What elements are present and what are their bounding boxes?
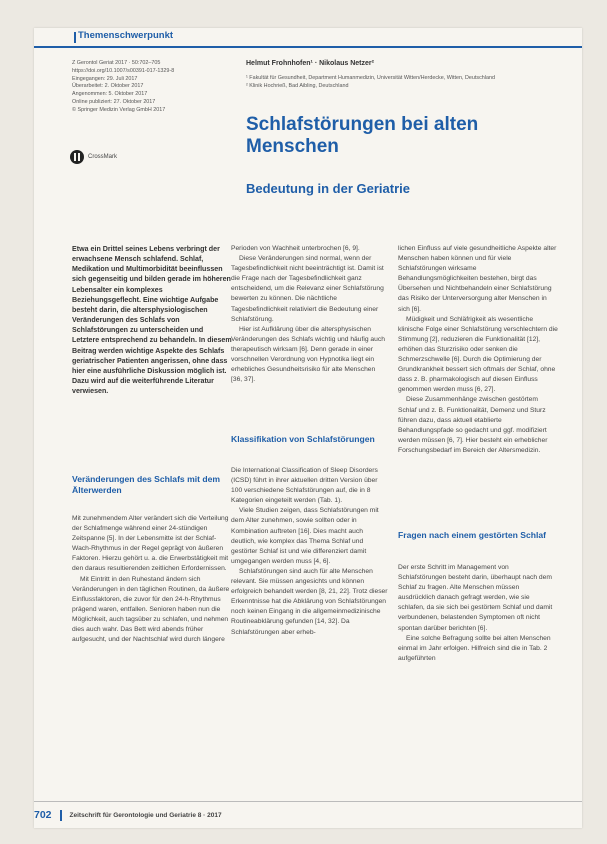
section-header-bar bbox=[34, 30, 582, 48]
paragraph: Viele Studien zeigen, dass Schlafstörungen mit dem Alter zunehmen, sowie sollten oder in Kombination auftreten [16]. Dies macht auch deutlich, wie komplex das Thema Schlaf und gestörter Schlaf ist und wie differenziert damit umgegangen werden muss [4, 6]. bbox=[231, 507, 379, 565]
footer-divider bbox=[34, 801, 582, 802]
section-heading-questions: Fragen nach einem gestörten Schlaf bbox=[398, 530, 547, 540]
body-column-2-bottom bbox=[231, 466, 388, 638]
paragraph: Diese Veränderungen sind normal, wenn der Tagesbefindlichkeit nicht beeinträchtigt ist. Damit ist die Frage nach der Tagesbefindlichkeit ganz entscheidend, um die Relevanz einer Schlafstörung bewerten zu können. Die nächtliche Tagesbefindlichkeit relativiert die Bedeutung einer Schlafstörung. bbox=[231, 255, 384, 323]
section-label: Themenschwerpunkt bbox=[78, 30, 174, 41]
page-number: 702 bbox=[34, 809, 52, 821]
article-abstract: Etwa ein Drittel seines Lebens verbringt der erwachsene Mensch schlafend. Schlaf, Medikation und Multimorbidität beeinflussen sich gegenseitig und bilden gerade im höheren Lebensalter ein komplexes Beziehungsgeflecht. Eine wichtige Aufgabe besteht darin, die altersphysiologischen Veränderungen des Schlafs von Schlafstörungen zu unterscheiden und Letztere entsprechend zu behandeln. In diesem Beitrag werden wichtige Aspekte des Schlafs geriatrischer Patienten angerissen, ohne dass hier eine ausführliche Diskussion möglich ist. Dazu wird auf die weiterführende Literatur verwiesen. bbox=[72, 245, 232, 396]
journal-name: Zeitschrift für Gerontologie und Geriatrie 8 · 2017 bbox=[69, 811, 222, 819]
section-heading-classification: Klassifikation von Schlafstörungen bbox=[231, 434, 375, 444]
article-title: Schlafstörungen bei alten Menschen bbox=[246, 114, 479, 157]
meta-copyright: © Springer Medizin Verlag GmbH 2017 bbox=[72, 106, 166, 113]
author-list: Helmut Frohnhofen¹ · Nikolaus Netzer² bbox=[246, 60, 374, 67]
affiliations bbox=[246, 74, 576, 90]
affiliation-2: ² Klinik Hochrieß, Bad Aibling, Deutschland bbox=[246, 83, 349, 90]
article-subtitle: Bedeutung in der Geriatrie bbox=[246, 181, 410, 196]
crossmark-label: CrossMark bbox=[88, 154, 118, 160]
affiliation-1: ¹ Fakultät für Gesundheit, Department Humanmedizin, Universität Witten/Herdecke, Witten, Deutschland bbox=[246, 75, 495, 81]
paragraph: Diese Zusammenhänge zwischen gestörtem Schlaf und z. B. Funktionalität, Demenz und Sturz führen dazu, dass aktuell etablierte Behandlungspfade so gedacht und ggf. modifiziert werden müssen [6, 7]. Hier besteht ein erheblicher Forschungsbedarf im Bereich der Altersmedizin. bbox=[398, 396, 548, 454]
body-column-3-top bbox=[398, 244, 558, 456]
paragraph: Hier ist Aufklärung über die altersphysischen Veränderungen des Schlafs wichtig und häufig auch therapeutisch wirksam [6]. Denn gerade in einer vorschnellen Verordnung von Hypnotika liegt ein erhebliches Gesundheitsrisiko für alte Menschen [36, 37]. bbox=[231, 325, 385, 384]
meta-citation: Z Gerontol Geriat 2017 · 50:702–705 bbox=[72, 60, 161, 66]
paragraph: Mit zunehmendem Alter verändert sich die Verteilung der Schlafmenge während einer 24-stündigen Zeitspanne [5]. In der Lebensmitte ist der Schlaf-Wach-Rhythmus in der Regel geprägt von äußeren Faktoren. Hierzu gehört u. a. die Erwerbstätigkeit mit den daraus resultierenden zeitlichen Erfordernissen. bbox=[72, 515, 229, 573]
meta-revised: Überarbeitet: 2. Oktober 2017 bbox=[72, 83, 144, 90]
section-marker bbox=[74, 32, 76, 43]
body-column-1 bbox=[72, 514, 232, 645]
crossmark-badge[interactable] bbox=[70, 150, 117, 164]
paragraph: Schlafstörungen sind auch für alte Menschen relevant. Sie müssen angesichts und können erfolgreich behandelt werden [8, 21, 22]. Trotz dieser Erkenntnisse hat die Abklärung von Schlafstörungen noch keinen Eingang in die allgemeinmedizinische Routineabklärung gefunden [14, 32]. Da Schlafstörungen aber erheb- bbox=[231, 567, 388, 636]
meta-accepted: Angenommen: 5. Oktober 2017 bbox=[72, 91, 148, 98]
paragraph: Eine solche Befragung sollte bei alten Menschen einmal im Jahr erfolgen. Hilfreich sind die in Tab. 2 aufgeführten bbox=[398, 634, 551, 662]
crossmark-icon bbox=[70, 150, 84, 164]
paragraph: Der erste Schritt im Management von Schlafstörungen besteht darin, überhaupt nach dem Schlaf zu fragen. Alte Menschen müssen ausdrücklich danach gefragt werden, wie sie schlafen, da sie sich bei gestörtem Schlaf und damit verbundenen, belastenden Symptomen oft nicht spontan darüber berichten [6]. bbox=[398, 564, 553, 632]
paragraph: lichen Einfluss auf viele gesundheitliche Aspekte alter Menschen haben können und für viele Schlafstörungen wirksame Behandlungsmöglichkeiten bestehen, birgt das Übersehen und Nichtbehandeln einer Schlafstörung das Risiko der Unterversorgung alter Menschen in sich [6]. bbox=[398, 245, 557, 313]
paragraph: Die International Classification of Sleep Disorders (ICSD) führt in ihrer aktuellen dritten Version über 100 verschiedene Schlafstörungen auf, die in 8 Kategorien eingeteilt werden (Tab. 1). bbox=[231, 467, 378, 505]
body-column-3-bottom bbox=[398, 563, 558, 664]
paragraph: Mit Eintritt in den Ruhestand ändern sich Veränderungen in den täglichen Routinen, da äußere Einflussfaktoren, die zuvor für den 24-h-Rhythmus prägend waren, entfallen. Senioren haben nun die Möglichkeit, auch tagsüber zu schlafen, und nehmen dies auch wahr. Das Bett wird abends früher aufgesucht, und der Nachtschlaf wird durch längere bbox=[72, 575, 230, 644]
body-column-2-top bbox=[231, 244, 388, 385]
meta-doi-link[interactable]: https://doi.org/10.1007/s00391-017-1329-8 bbox=[72, 67, 175, 74]
section-heading-aging: Veränderungen des Schlafs mit dem Älterwerden bbox=[72, 474, 221, 495]
meta-received: Eingegangen: 29. Juli 2017 bbox=[72, 75, 138, 82]
paragraph: Perioden von Wachheit unterbrochen [6, 9]. bbox=[231, 245, 360, 252]
article-metadata bbox=[72, 60, 232, 115]
meta-published: Online publiziert: 27. Oktober 2017 bbox=[72, 98, 156, 105]
page-footer bbox=[34, 807, 582, 823]
paragraph: Müdigkeit und Schläfrigkeit als wesentliche klinische Folge einer Schlafstörung verschlechtern die Stimmung [2], reduzieren die Funktionalität [12], erhöhen das Sturzrisiko oder senken die Schmerzschwelle [6]. Durch die Optimierung der Grundkrankheit bessert sich oftmals der Schlaf, ohne dass z. B. pharmakologisch auf diesen Einfluss genommen werden muss [6, 27]. bbox=[398, 315, 558, 394]
footer-separator bbox=[60, 810, 62, 821]
